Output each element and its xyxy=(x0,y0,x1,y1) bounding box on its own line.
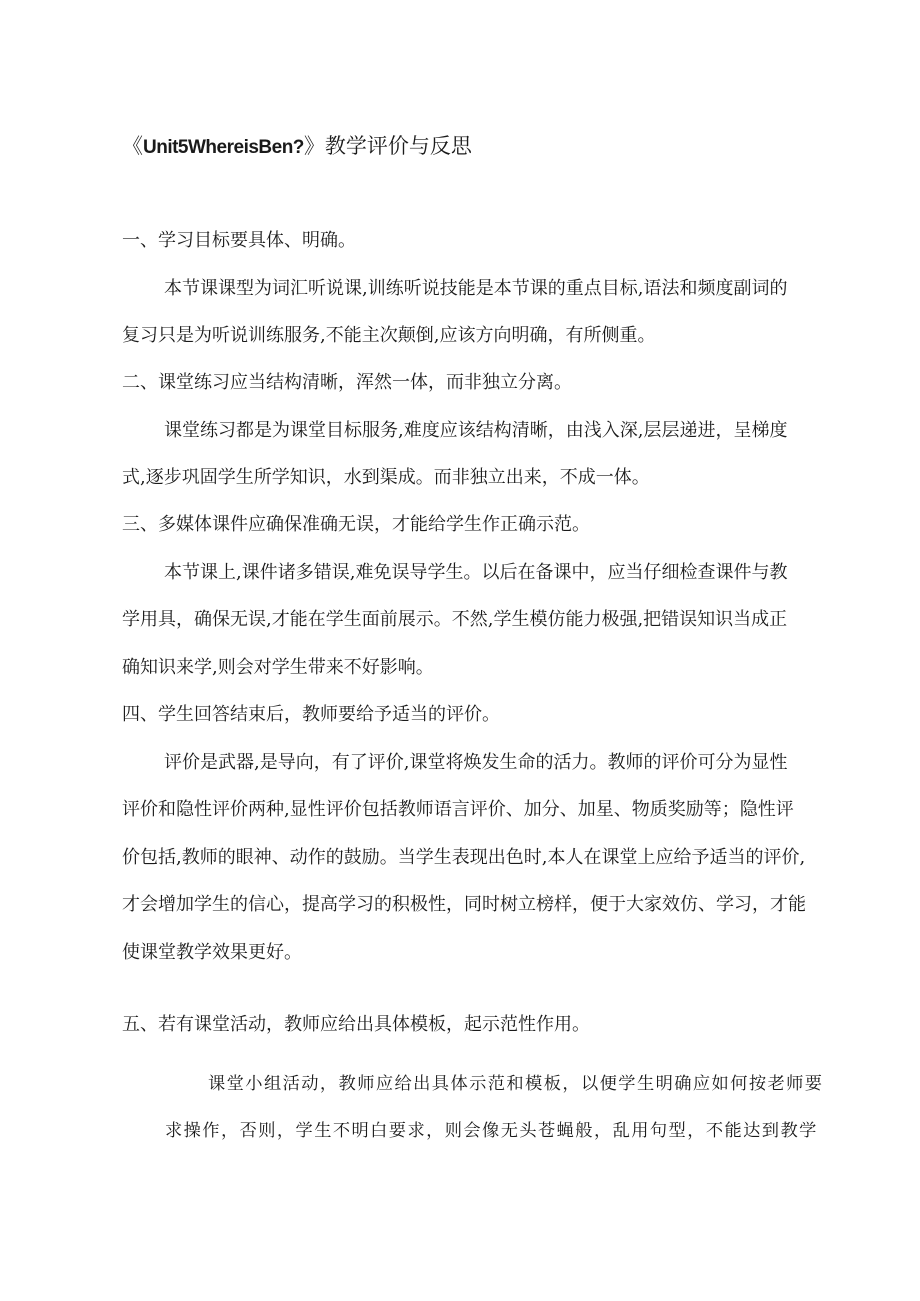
paragraph-line: 价包括,教师的眼神、动作的鼓励。当学生表现出色时,本人在课堂上应给予适当的评价, xyxy=(122,847,806,868)
paragraph-line: 评价是武器,是导向，有了评价,课堂将焕发生命的活力。教师的评价可分为显性 xyxy=(164,752,788,773)
section-heading-5: 五、若有课堂活动，教师应给出具体模板，起示范性作用。 xyxy=(122,1014,590,1035)
paragraph-line: 学用具，确保无误,才能在学生面前展示。不然,学生模仿能力极强,把错误知识当成正 xyxy=(122,609,788,630)
section-heading-3: 三、多媒体课件应确保准确无误，才能给学生作正确示范。 xyxy=(122,514,590,535)
section-heading-4: 四、学生回答结束后，教师要给予适当的评价。 xyxy=(122,704,500,725)
paragraph-line: 式,逐步巩固学生所学知识，水到渠成。而非独立出来，不成一体。 xyxy=(122,467,650,488)
paragraph-line: 使课堂教学效果更好。 xyxy=(122,942,302,963)
paragraph-line: 课堂练习都是为课堂目标服务,难度应该结构清晰，由浅入深,层层递进，呈梯度 xyxy=(164,420,788,441)
paragraph-line: 确知识来学,则会对学生带来不好影响。 xyxy=(122,657,434,678)
title-open-bracket: 《 xyxy=(122,134,143,158)
section-heading-1: 一、学习目标要具体、明确。 xyxy=(122,230,356,251)
section-heading-2: 二、课堂练习应当结构清晰，浑然一体，而非独立分离。 xyxy=(122,372,572,393)
paragraph-line: 复习只是为听说训练服务,不能主次颠倒,应该方向明确，有所侧重。 xyxy=(122,325,656,346)
title-rest: 》教学评价与反思 xyxy=(303,134,472,158)
paragraph-line: 课堂小组活动，教师应给出具体示范和模板，以便学生明确应如何按老师要 xyxy=(208,1074,824,1094)
title-unit-name: Unit5WhereisBen? xyxy=(143,137,304,158)
paragraph-line: 求操作，否则，学生不明白要求，则会像无头苍蝇般，乱用句型，不能达到教学 xyxy=(165,1121,818,1141)
paragraph-line: 才会增加学生的信心，提高学习的积极性，同时树立榜样，便于大家效仿、学习，才能 xyxy=(122,894,806,915)
document-title xyxy=(122,130,472,164)
paragraph-line: 本节课上,课件诸多错误,难免误导学生。以后在备课中，应当仔细检查课件与教 xyxy=(164,562,788,583)
paragraph-line: 评价和隐性评价两种,显性评价包括教师语言评价、加分、加星、物质奖励等；隐性评 xyxy=(122,799,794,820)
paragraph-line: 本节课课型为词汇听说课,训练听说技能是本节课的重点目标,语法和频度副词的 xyxy=(164,278,788,299)
